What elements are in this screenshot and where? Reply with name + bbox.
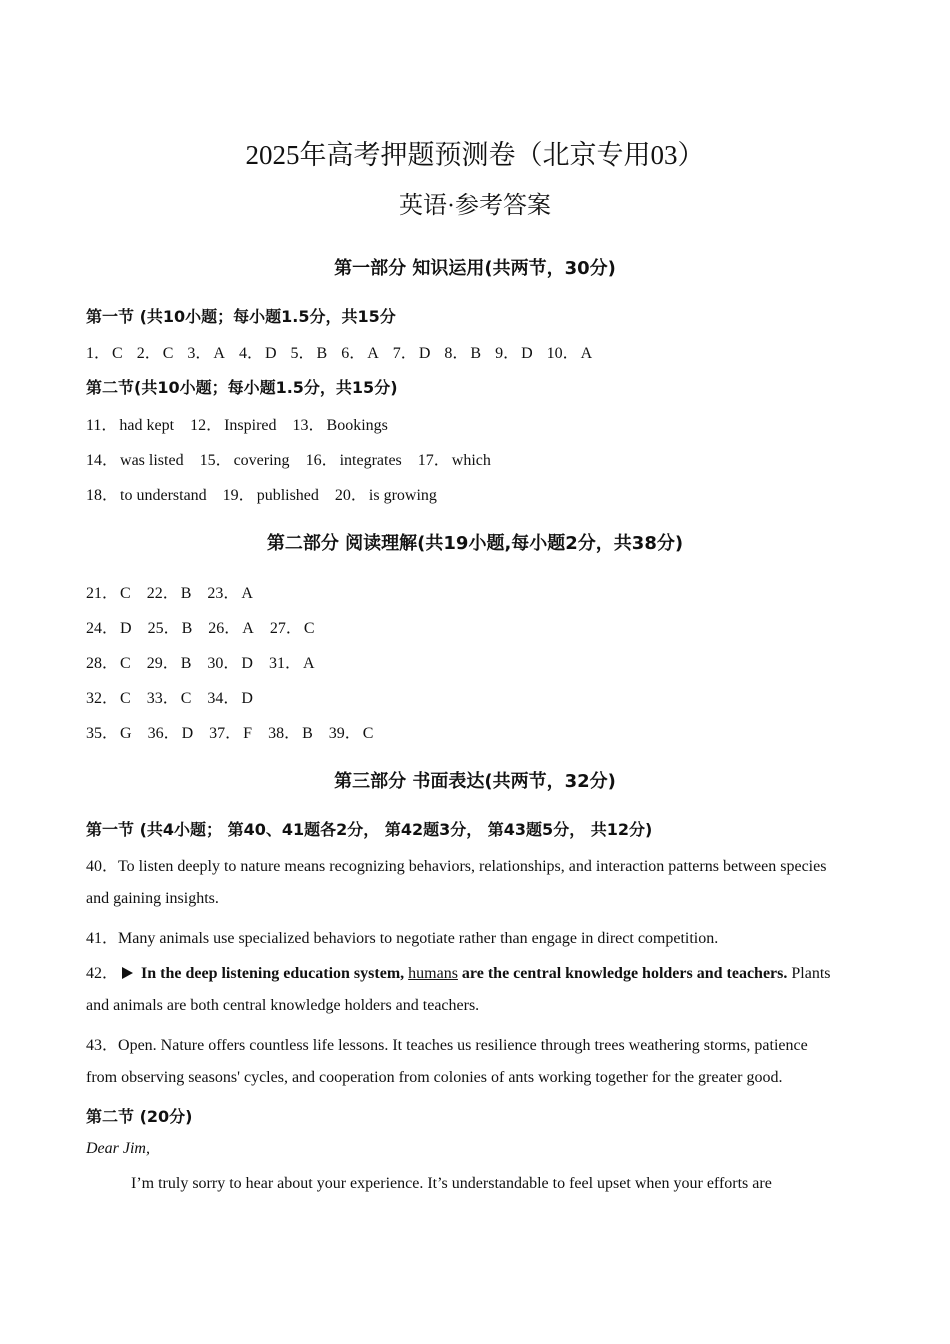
answer-value: C (362, 725, 374, 742)
answer-item (86, 650, 131, 673)
answer-value: published (256, 487, 319, 504)
answer-number: 1． (86, 345, 111, 362)
answer-number: 6． (341, 345, 366, 362)
q41-line (86, 925, 876, 948)
answer-item (239, 340, 277, 363)
answer-item (86, 720, 132, 743)
answer-value: A (241, 585, 253, 602)
answer-item (547, 340, 593, 363)
answer-value: Inspired (224, 417, 277, 434)
answer-value: C (180, 690, 192, 707)
answer-value: B (181, 620, 193, 637)
answer-value: A (367, 345, 379, 362)
answer-value: D (241, 655, 253, 672)
answer-number: 39． (328, 725, 361, 742)
answer-number: 36． (147, 725, 180, 742)
answer-number: 20． (334, 487, 367, 504)
answer-item (86, 615, 132, 638)
answer-item (86, 447, 184, 470)
answer-number: 8． (444, 345, 469, 362)
answer-item (293, 412, 388, 435)
answer-value: D (241, 690, 253, 707)
answer-item (147, 580, 192, 603)
answer-item (495, 340, 533, 363)
answer-number: 10． (546, 345, 579, 362)
answer-number: 12． (190, 417, 223, 434)
answer-value: A (213, 345, 225, 362)
part1-heading: 第一部分 知识运用(共两节，30分) (334, 258, 616, 279)
answer-number: 34． (207, 690, 240, 707)
part1-section2-row (86, 482, 876, 505)
arrow-icon (122, 967, 133, 979)
answer-number: 16． (305, 452, 338, 469)
answer-value: D (521, 345, 533, 362)
answer-item (187, 340, 225, 363)
answer-item (147, 685, 192, 708)
part2-answer-row (86, 685, 876, 708)
answer-value: D (418, 345, 431, 362)
answer-number: 7． (392, 345, 417, 362)
answer-value: D (264, 345, 277, 362)
answer-item (268, 720, 313, 743)
q42-bold-part2: are the central knowledge holders and teachers. (461, 965, 788, 982)
answer-item (207, 580, 253, 603)
part2-answer-row (86, 580, 876, 603)
q43-line2: from observing seasons' cycles, and cooperation from colonies of ants working together for the greater good. (86, 1069, 783, 1086)
answer-number: 18． (86, 487, 119, 504)
answer-value: C (120, 585, 131, 602)
answer-value: B (180, 655, 192, 672)
q40-line2: and gaining insights. (86, 890, 219, 907)
page-title: 2025年高考押题预测卷（北京专用03） (245, 140, 705, 170)
part3-heading: 第三部分 书面表达(共两节，32分) (334, 771, 616, 792)
answer-value: B (316, 345, 328, 362)
answer-number: 25． (147, 620, 180, 637)
answer-number: 11． (86, 417, 118, 434)
answer-item (86, 685, 131, 708)
answer-item (208, 615, 254, 638)
answer-value: B (180, 585, 192, 602)
answer-value: D (120, 620, 132, 637)
answer-value: F (243, 725, 253, 742)
answer-number: 26． (208, 620, 241, 637)
answer-item (86, 482, 207, 505)
answer-value: to understand (120, 487, 207, 504)
answer-value: is growing (368, 487, 437, 504)
letter-body: I’m truly sorry to hear about your experience. It’s understandable to feel upset when your efforts are (131, 1175, 772, 1192)
answer-item (207, 685, 253, 708)
answer-number: 21． (86, 585, 119, 602)
q42-correction: Plants (791, 965, 831, 982)
answer-value: A (580, 345, 593, 362)
answer-value: G (120, 725, 132, 742)
part2-answer-row (86, 650, 876, 673)
part1-section2-heading: 第二节(共10小题；每小题1.5分，共15分) (86, 378, 398, 397)
letter-salutation: Dear Jim, (86, 1140, 150, 1157)
q42-number: 42． (86, 965, 119, 982)
answer-item (341, 340, 379, 363)
part2-answer-row (86, 720, 876, 743)
answer-item (147, 650, 192, 673)
answer-number: 3． (187, 345, 212, 362)
answer-item (329, 720, 374, 743)
answer-item (444, 340, 481, 363)
answer-item (207, 650, 253, 673)
answer-item (291, 340, 328, 363)
q42-line1 (86, 960, 876, 983)
q40-line1 (86, 853, 876, 876)
answer-number: 13． (292, 417, 325, 434)
answer-value: integrates (339, 452, 402, 469)
answer-number: 5． (290, 345, 315, 362)
answer-item (86, 340, 123, 363)
q43-number: 43． (86, 1037, 119, 1054)
answer-number: 29． (146, 655, 179, 672)
answer-number: 9． (495, 345, 520, 362)
answer-item (86, 412, 174, 435)
answer-value: had kept (119, 417, 175, 434)
answer-number: 15． (199, 452, 232, 469)
answer-value: B (470, 345, 482, 362)
answer-number: 30． (207, 655, 240, 672)
q40-number: 40． (86, 858, 119, 875)
answer-value: A (242, 620, 254, 637)
answer-number: 22． (146, 585, 179, 602)
answer-item (86, 580, 131, 603)
answer-item (418, 447, 491, 470)
answer-number: 17． (417, 452, 450, 469)
answer-item (200, 447, 290, 470)
answer-value: A (302, 655, 315, 672)
answer-value: which (451, 452, 491, 469)
q41-text: Many animals use specialized behaviors to negotiate rather than engage in direct competition. (118, 930, 719, 947)
answer-value: Bookings (326, 417, 388, 434)
answer-number: 24． (86, 620, 119, 637)
answer-item (269, 650, 315, 673)
q42-line2: and animals are both central knowledge holders and teachers. (86, 997, 480, 1014)
answer-item (148, 615, 193, 638)
q41-number: 41． (86, 930, 119, 947)
answer-item (148, 720, 194, 743)
answer-number: 23． (207, 585, 240, 602)
answer-item (335, 482, 437, 505)
q43-line1 (86, 1032, 876, 1055)
answer-item (137, 340, 174, 363)
answer-number: 35． (86, 725, 119, 742)
answer-value: C (112, 345, 123, 362)
answer-number: 2． (136, 345, 161, 362)
answer-value: C (120, 655, 131, 672)
part1-section1-heading: 第一节 (共10小题；每小题1.5分，共15分 (86, 307, 396, 326)
answer-number: 33． (146, 690, 179, 707)
answer-item (393, 340, 431, 363)
q43-text: Open. Nature offers countless life lessons. It teaches us resilience through trees weathering storms, patience (118, 1037, 808, 1054)
answer-item (190, 412, 276, 435)
answer-number: 28． (86, 655, 119, 672)
answer-item (209, 720, 252, 743)
answer-value: D (181, 725, 194, 742)
answer-number: 14． (86, 452, 119, 469)
answer-value: C (303, 620, 315, 637)
answer-value: covering (233, 452, 290, 469)
part2-answer-row (86, 615, 876, 638)
q40-text: To listen deeply to nature means recognizing behaviors, relationships, and interaction patterns between species (118, 858, 827, 875)
answer-number: 32． (86, 690, 119, 707)
answer-item (306, 447, 402, 470)
part3-section2-heading: 第二节 (20分) (86, 1107, 193, 1126)
answer-number: 38． (268, 725, 301, 742)
q42-underlined-word: humans (408, 965, 458, 982)
answer-number: 37． (209, 725, 242, 742)
part1-section1-answers (86, 340, 876, 363)
answer-item (223, 482, 319, 505)
answer-value: was listed (120, 452, 184, 469)
part2-heading: 第二部分 阅读理解(共19小题,每小题2分，共38分) (266, 533, 684, 554)
answer-item (270, 615, 315, 638)
answer-value: B (302, 725, 313, 742)
part1-section2-row (86, 447, 876, 470)
answer-value: C (120, 690, 131, 707)
part1-section2-row (86, 412, 876, 435)
answer-number: 19． (222, 487, 255, 504)
q42-bold-part1: In the deep listening education system, (141, 965, 405, 982)
part3-section1-heading: 第一节 (共4小题； 第40、41题各2分， 第42题3分， 第43题5分， 共12分) (86, 820, 653, 839)
answer-value: C (162, 345, 174, 362)
answer-number: 31． (268, 655, 301, 672)
answer-number: 27． (269, 620, 302, 637)
page-subtitle: 英语·参考答案 (399, 193, 551, 219)
answer-number: 4． (238, 345, 263, 362)
